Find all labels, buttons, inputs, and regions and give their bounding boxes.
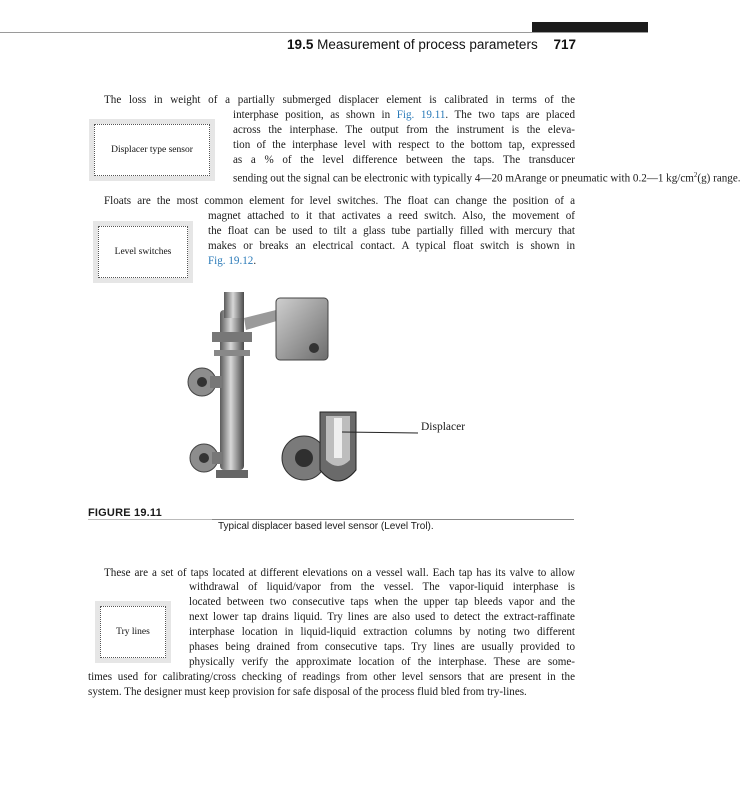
torque-tube <box>244 310 280 330</box>
figure-link[interactable]: Fig. 19.12 <box>208 255 254 267</box>
section-title: Measurement of process parameters <box>317 37 538 52</box>
paragraph-line: as a % of the level difference between the taps. The transducer <box>233 154 575 166</box>
sidebar-label: Level switches <box>114 247 172 257</box>
paragraph-line: withdrawal of liquid/vapor from the vessel. The vapor-liquid interphase is <box>189 581 575 593</box>
paragraph-line: system. The designer must keep provision for safe disposal of the process fluid bled from try-lines. <box>88 686 527 698</box>
paragraph-line: sending out the signal can be electronic with typically 4—20 mArange or pneumatic with 0.2—1 $kg/cm^2(g)$ range. <box>233 171 741 185</box>
paragraph-line: times used for calibrating/cross checking of readings from other level sensors that are present in the <box>88 671 575 683</box>
controller-box <box>276 298 328 360</box>
sidebar-box-level-switches <box>98 226 188 278</box>
paragraph-line: Floats are the most common element for level switches. The float can change the position of a <box>104 195 575 207</box>
paragraph-line: tion of the interphase level with respect to the bottom tap, expressed <box>233 139 575 151</box>
paragraph-line: physically verify the approximate location of the interphase. These are some- <box>189 656 575 668</box>
paragraph-line: phases being drained from consecutive taps. Try lines are usually provided to <box>189 641 575 653</box>
section-number: 19.5 <box>287 37 314 52</box>
sidebar-box-displacer <box>94 124 210 176</box>
page-number: 717 <box>553 37 576 52</box>
paragraph-line: next lower tap drains liquid. Try lines are also used to detect the extract-raffinate <box>189 611 575 623</box>
paragraph-line: These are a set of taps located at different elevations on a vessel wall. Each tap has its valve to allow <box>104 567 575 579</box>
figure-caption: Typical displacer based level sensor (Level Trol). <box>218 521 434 532</box>
paragraph-line: located between two consecutive taps when the upper tap bleeds vapor and the <box>189 596 575 608</box>
header-black-bar <box>532 22 648 32</box>
figure-link[interactable]: Fig. 19.11 <box>396 109 446 121</box>
paragraph-line: The loss in weight of a partially submerged displacer element is calibrated in terms of the <box>104 94 575 106</box>
figure-displacer-level-sensor <box>180 290 480 500</box>
paragraph-line: interphase location in liquid-liquid extraction columns by noting two different <box>189 626 575 638</box>
paragraph-line: Fig. 19.12. <box>208 255 257 267</box>
controller-knob <box>309 343 319 353</box>
paragraph-line: magnet attached to it that activates a reed switch. Also, the movement of <box>208 210 575 222</box>
paragraph-line: interphase position, as shown in Fig. 19.11. The two taps are placed <box>233 109 575 121</box>
caption-rule-left <box>88 519 212 520</box>
top-flange <box>212 332 252 342</box>
displacer-annotation: Displacer <box>421 421 466 433</box>
paragraph-line: across the interphase. The output from the instrument is the eleva- <box>233 124 575 136</box>
running-header <box>287 37 576 52</box>
paragraph-line: the float can be used to tilt a glass tube partially filled with mercury that <box>208 225 575 237</box>
header-rule <box>0 32 648 33</box>
paragraph-line: makes or breaks an electrical contact. A typical float switch is shown in <box>208 240 575 252</box>
caption-rule <box>212 519 574 520</box>
sidebar-label: Displacer type sensor <box>111 145 193 155</box>
sidebar-box-try-lines <box>100 606 166 658</box>
figure-label: FIGURE 19.11 <box>88 507 162 519</box>
sidebar-label: Try lines <box>116 627 150 637</box>
head-housing <box>224 292 244 318</box>
